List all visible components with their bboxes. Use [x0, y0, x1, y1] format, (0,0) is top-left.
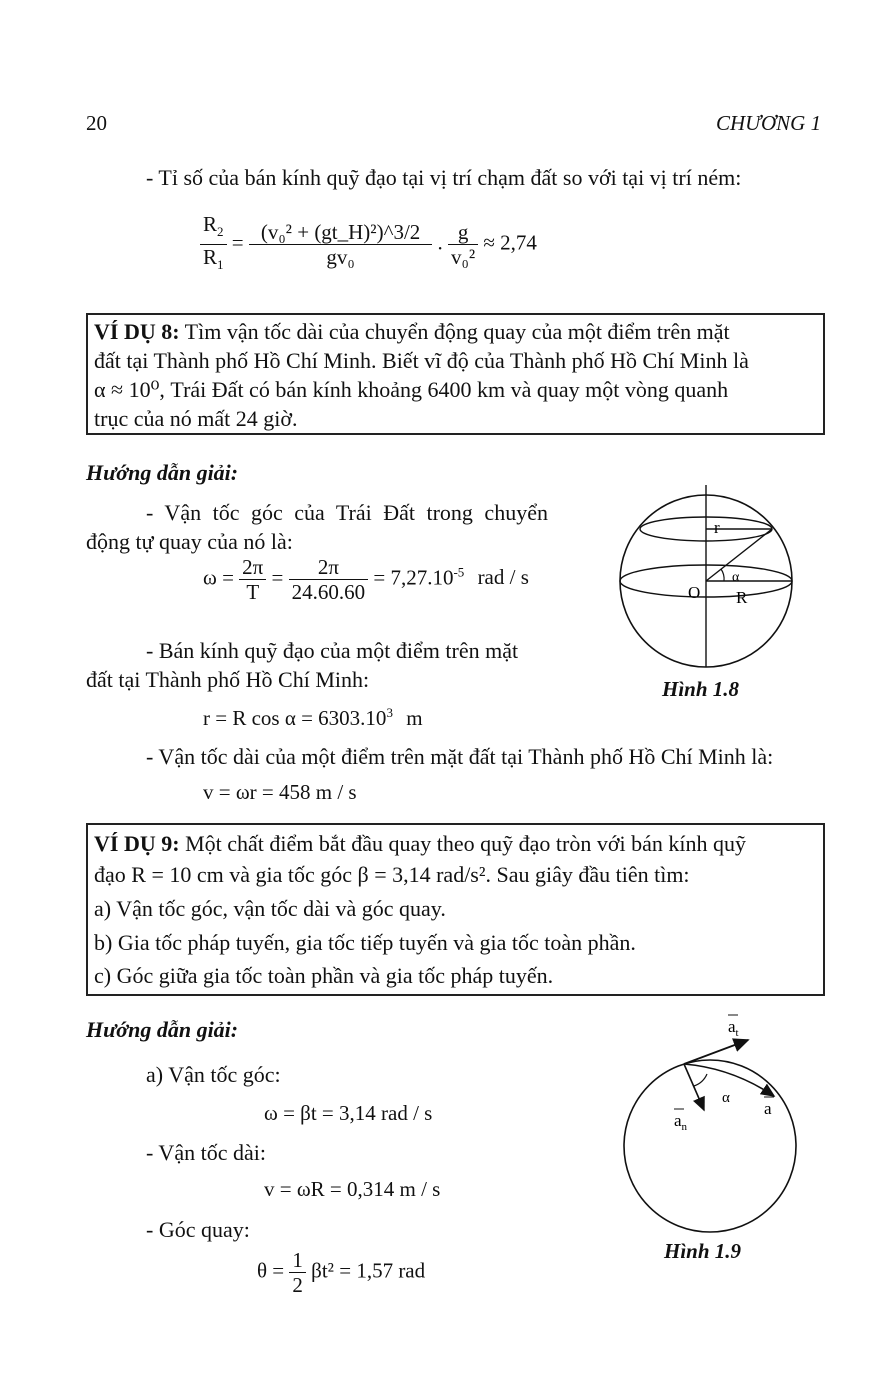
solution-9-a-label: a) Vận tốc góc: [146, 1062, 281, 1087]
example-8-line-4: trục của nó mất 24 giờ. [94, 406, 298, 431]
ratio-main-fraction: $\frac{\text{(v₀² + (gt\_H)²)\textasciicircum{}3/2}}{\text{gv₀}}$ [249, 220, 432, 269]
ratio-g-fraction: $\frac{g}{\text{v₀²}}$ [448, 220, 478, 269]
label-o: O [688, 583, 701, 602]
solution-8-p1-line1: - Vận tốc góc của Trái Đất trong chuyển [146, 500, 548, 525]
example-8-line-2: đất tại Thành phố Hồ Chí Minh. Biết vĩ độ của Thành phố Hồ Chí Minh là [94, 348, 749, 373]
figure-1-8-caption: Hình 1.8 [662, 677, 740, 701]
label-an: $a_n$ [674, 1111, 688, 1133]
radius-equation: r = R $\cos \alpha = 6303.10^3$ m [203, 705, 423, 730]
omega-beta-equation: ω = βt = 3,14 rad / s [264, 1101, 433, 1125]
label-alpha: α [732, 570, 740, 585]
example-9-line-1: VÍ DỤ 9: Một chất điểm bắt đầu quay theo quỹ đạo tròn với bán kính quỹ [94, 831, 746, 856]
figure-1-9-circle [612, 1010, 812, 1250]
solution-9-v-label: - Vận tốc dài: [146, 1140, 266, 1165]
solution-8-p2-line1: - Bán kính quỹ đạo của một điểm trên mặt [146, 638, 519, 663]
label-R: R [736, 588, 748, 607]
solution-8-p2-line2: đất tại Thành phố Hồ Chí Minh: [86, 667, 370, 692]
v-omega-r-equation: v = ωR = 0,314 m / s [264, 1177, 441, 1201]
example-8-box [86, 313, 825, 435]
example-9-line-5: c) Góc giữa gia tốc toàn phần và gia tốc pháp tuyến. [94, 963, 554, 988]
label-r: r [714, 518, 720, 537]
solution-9-heading: Hướng dẫn giải: [86, 1017, 239, 1042]
solution-8-heading: Hướng dẫn giải: [86, 460, 239, 485]
example-9-line-2: đạo R = 10 cm và gia tốc góc β = 3,14 rad/s². Sau giây đầu tiên tìm: [94, 862, 690, 887]
radius-ratio-equation: $\frac{R_2}{R_1}$ = $\frac{\text{(v₀² + (gt\_H)²)\textasciicircum{}3/2}}{\text{gv₀}}$ . $\frac{g}{\text{v₀²}}$ ≈ 2,74 [200, 212, 537, 277]
page-number: 20 [86, 111, 107, 135]
example-8-line-1: VÍ DỤ 8: Tìm vận tốc dài của chuyển động quay của một điểm trên mặt [94, 319, 730, 344]
linear-velocity-equation: v = ωr = 458 m / s [203, 780, 357, 804]
chapter-title: CHƯƠNG 1 [716, 111, 822, 135]
solution-9-theta-label: - Góc quay: [146, 1217, 250, 1242]
ratio-lhs: $\frac{R_2}{R_1}$ [200, 212, 227, 277]
label-a: a [764, 1099, 772, 1118]
figure-1-8-earth [610, 485, 800, 675]
solution-8-p1-line2: động tự quay của nó là: [86, 529, 293, 554]
example-8-line-3: α ≈ 10⁰, Trái Đất có bán kính khoảng 6400 km và quay một vòng quanh [94, 377, 729, 402]
intro-text: - Tỉ số của bán kính quỹ đạo tại vị trí chạm đất so với tại vị trí ném: [146, 165, 742, 190]
example-9-line-3: a) Vận tốc góc, vận tốc dài và góc quay. [94, 896, 446, 921]
example-9-line-4: b) Gia tốc pháp tuyến, gia tốc tiếp tuyến và gia tốc toàn phần. [94, 930, 636, 955]
label-alpha-9: α [722, 1090, 730, 1106]
angular-velocity-equation: ω = $\frac{2\pi}{T}$ = $\frac{2\pi}{24.60.60}$ = $7,27.10^{-5}$ rad / s [203, 555, 529, 604]
figure-1-9-caption: Hình 1.9 [664, 1239, 742, 1263]
label-at: $a_t$ [728, 1017, 739, 1039]
solution-8-p3: - Vận tốc dài của một điểm trên mặt đất tại Thành phố Hồ Chí Minh là: [146, 744, 774, 769]
example-9-box [86, 823, 825, 996]
theta-equation: θ = $\frac{1}{2}$ βt² = 1,57 rad [257, 1248, 426, 1297]
